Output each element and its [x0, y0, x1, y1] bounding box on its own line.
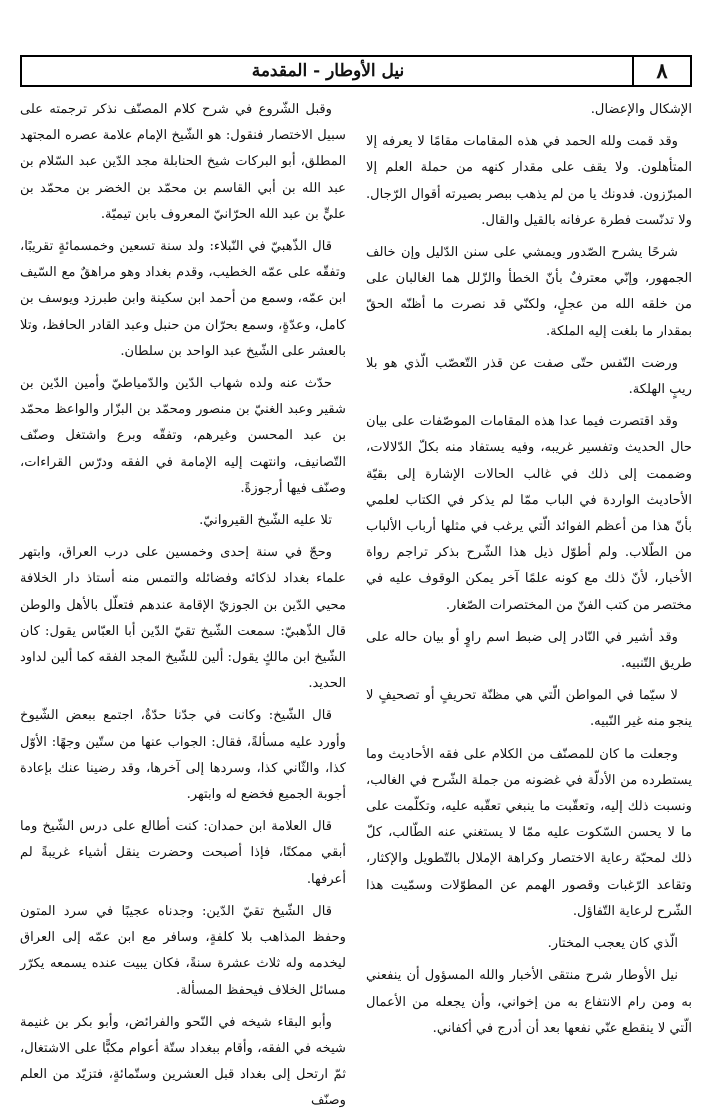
page-header	[20, 55, 692, 87]
paragraph: لا سيّما في المواطن الّتي هي مظنّة تحريفٍ أو تصحيفٍ لا ينجو منه غير النّبيه.	[366, 688, 692, 730]
paragraph: قال العلامة ابن حمدان: كنت أطالع على درس الشّيخ وما أبقي ممكنًا، فإذا أصبحت وحضرت ينقل أشياء غريبةً لم أعرفها.	[20, 819, 346, 887]
paragraph: وأبو البقاء شيخه في النّحو والفرائض، وأبو بكر بن غنيمة شيخه في الفقه، وأقام ببغداد ستّة أعوام مكبًّا على الاشتغال، ثمّ ارتحل إلى بغداد قبل العشرين وستّمائةٍ، فتزيّد من العلم وصنّف	[20, 1014, 346, 1109]
paragraph: قال الذّهبيّ في النّبلاء: ولد سنة تسعين وخمسمائةٍ تقريبًا، وتفقّه على عمّه الخطيب، وقدم بغداد وهو مراهقٌ مع السّيف ابن عمّه، وسمع من أحمد ابن سكينة وابن طبرزد ويوسف بن كامل، وعدّةٍ، وسمع بحرّان من حنبل وعبد القادر الحافظ، وتلا بالعشر على الشّيخ عبد الواحد بن سلطان.	[20, 239, 346, 359]
paragraph: قال الشّيخ تقيّ الدّين: وجدناه عجيبًا في سرد المتون وحفظ المذاهب بلا كلفةٍ، وسافر مع ابن عمّه إلى العراق ليخدمه وله ثلاث عشرة سنةً، فكان يبيت عنده يسمعه يكرّر مسائل الخلاف فيحفظ المسألة.	[20, 903, 346, 998]
paragraph: وجعلت ما كان للمصنّف من الكلام على فقه الأحاديث وما يستطرده من الأدلّة في غضونه من جملة الشّرح في الغالب، ونسبت ذلك إليه، وتعقّبت ما ينبغي تعقّبه عليه، وتكلّمت على ما لا يحسن السّكوت عليه ممّا لا يستغني عنه الطّالب، كلّ ذلك لمحبّة رعاية الاختصار وكراهة الإملال بالتّطويل والإكثار، وتقاعد الرّغبات وقصور الهمم عن المطوّلات وسمّيت هذا الشّرح لرعاية التّفاؤل.	[366, 746, 692, 919]
running-title: نيل الأوطار - المقدمة	[251, 61, 405, 81]
paragraph: نيل الأوطار شرح منتقى الأخبار والله المسؤول أن ينفعني به ومن رام الانتفاع به من إخواني، وأن يجعله من الأعمال الّتي لا ينقطع عنّي نفعها بعد أن أدرج في أكفاني.	[366, 968, 692, 1036]
paragraph: تلا عليه الشّيخ القيروانيّ.	[199, 513, 332, 529]
right-column	[366, 97, 692, 1099]
page-number: ٨	[632, 57, 690, 85]
paragraph: ورضت النّفس حتّى صفت عن قذر التّعصّب الّذي هو بلا ريبٍ الهلكة.	[366, 355, 692, 398]
paragraph: قال الشّيخ: وكانت في جدّنا حدّةٌ، اجتمع ببعض الشّيوخ وأورد عليه مسألةً، فقال: الجواب عنها من ستّين وجهًا: الأوّل كذا، والثّاني كذا، وسردها إلى آخرها، وقد رضينا عنك بإعادة أجوبة الجميع فخضع له وابتهر.	[20, 708, 346, 803]
paragraph: شرحًا يشرح الصّدور ويمشي على سنن الدّليل وإن خالف الجمهور، وإنّي معترفٌ بأنّ الخطأ والزّلل هما الغالبان على من خلقه الله من عجلٍ، ولكنّي قد نصرت ما أظنّه الحقّ بمقدار ما بلغت إليه الملكة.	[366, 245, 692, 339]
paragraph: وقد قمت ولله الحمد في هذه المقامات مقامًا لا يعرفه إلا المتأهلون. ولا يقف على مقدار كنهه من حملة العلم إلا المبرّزون. فدونك يا من لم يذهب ببصر بصيرته أقوال الرّجال. ولا تدنّست فطرة عرفانه بالقيل والقال.	[366, 134, 692, 228]
paragraph: الإشكال والإعضال.	[590, 102, 692, 117]
paragraph: وقد أشير في النّادر إلى ضبط اسم راوٍ أو بيان حاله على طريق التّنبيه.	[366, 629, 692, 672]
paragraph: حدّث عنه ولده شهاب الدّين والدّمياطيّ وأمين الدّين بن شقير وعبد الغنيّ بن منصور ومحمّد بن البزّار والواعظ محمّد بن عبد المحسن وغيرهم، وتفقّه وبرع واشتغل وصنّف التّصانيف، وانتهت إليه الإمامة في الفقه ودرّس القراءات، وصنّف فيها أرجوزةً.	[20, 376, 346, 496]
paragraph: وحجّ في سنة إحدى وخمسين على درب العراق، وابتهر علماء بغداد لذكائه وفضائله والتمس منه أستاذ دار الخلافة محيي الدّين بن الجوزيّ الإقامة عندهم فتعلّل بالأهل والوطن قال الذّهبيّ: سمعت الشّيخ تقيّ الدّين أبا العبّاس يقول: كان الشّيخ ابن مالكٍ يقول: ألين للشّيخ المجد الفقه كما ألين لداود الحديد.	[20, 545, 346, 692]
paragraph: وقد اقتصرت فيما عدا هذه المقامات الموصّفات على بيان حال الحديث وتفسير غريبه، وفيه يستفاد منه بكلّ الدّلالات، وضممت إلى ذلك في غالب الحالات الإشارة إلى بقيّة الأحاديث الواردة في الباب ممّا لم يذكر في الكتاب لعلمي بأنّ هذا من أعظم الفوائد الّتي يرغب في مثلها أرباب الألباب من الطّلاب. ولم أطوّل ذيل هذا الشّرح بذكر تراجم رواة الأخبار، لأنّ ذلك مع كونه علمًا آخر يمكن الوقوف عليه في مختصر من كتب الفنّ من المختصرات الصّغار.	[366, 414, 692, 613]
paragraph: الّذي كان يعجب المختار.	[547, 936, 678, 952]
left-column	[20, 97, 346, 1109]
paragraph: وقبل الشّروع في شرح كلام المصنّف نذكر ترجمته على سبيل الاختصار فنقول: هو الشّيخ الإمام علامة عصره المجتهد المطلق، أبو البركات شيخ الحنابلة مجد الدّين عبد السّلام بن عبد الله بن أبي القاسم بن محمّد بن الخضر بن محمّد بن عليٍّ بن عبد الله الحرّانيّ المعروف بابن تيميّة.	[20, 102, 346, 222]
